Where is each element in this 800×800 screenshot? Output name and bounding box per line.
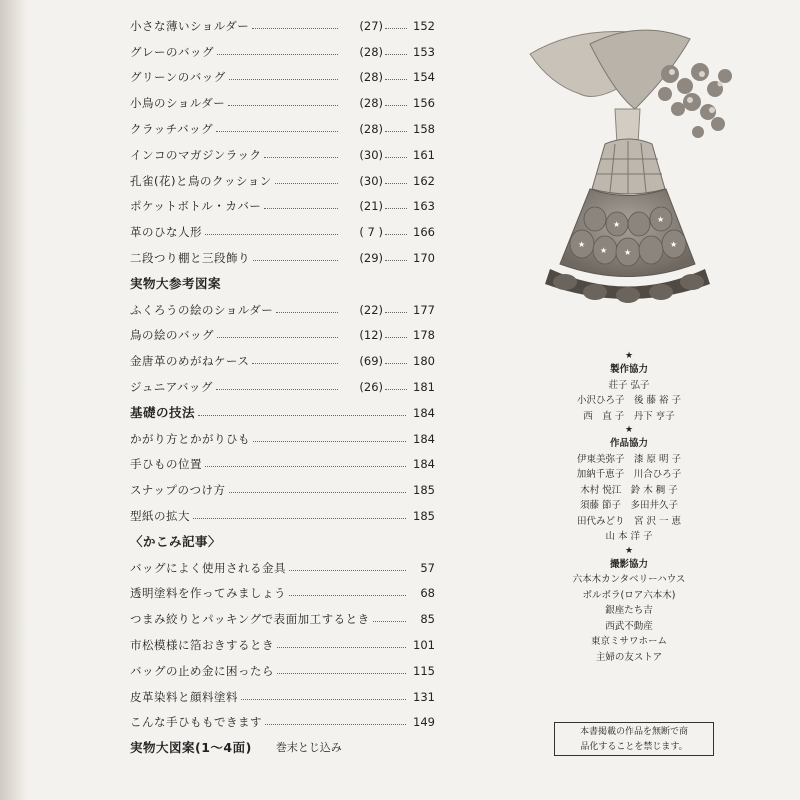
toc-row[interactable]: 革のひな人形 ( 7 ) 166 — [130, 225, 435, 240]
credit-line: 東京ミサワホーム — [590, 636, 667, 647]
toc-row[interactable]: 皮革染料と顔料塗料 131 — [130, 689, 435, 704]
credit-line: 銀座たち吉 — [605, 605, 653, 616]
svg-text:★: ★ — [578, 240, 586, 249]
flower-cluster — [658, 63, 732, 138]
credit-line: 田代みどり 宮 沢 一 恵 — [576, 515, 682, 527]
toc-row[interactable]: 金唐革のめがねケース (69) 180 — [130, 354, 435, 369]
toc-row[interactable]: 市松模様に箔おきするとき 101 — [130, 637, 435, 652]
toc-row[interactable]: クラッチバッグ (28) 158 — [130, 121, 435, 136]
toc-row[interactable]: グレーのバッグ (28) 153 — [130, 44, 435, 59]
section-heading-real-size-reference: 実物大参考図案 — [130, 275, 222, 291]
star-icon: ★ — [624, 425, 634, 435]
svg-text:★: ★ — [600, 246, 608, 255]
section-heading-column-articles: 〈かこみ記事〉 — [130, 533, 222, 549]
credit-line: 西 直 子 丹下 亨子 — [583, 410, 675, 422]
credit-title-works: 作品協力 — [609, 438, 648, 449]
svg-text:★: ★ — [657, 215, 665, 224]
svg-text:★: ★ — [613, 220, 621, 229]
leather-doll-photo — [520, 14, 750, 314]
credits-block — [548, 350, 710, 665]
credit-line: 加納千恵子 川合ひろ子 — [576, 469, 682, 480]
toc-row[interactable]: こんな手ひももできます 149 — [130, 715, 435, 730]
toc-row[interactable]: ふくろうの絵のショルダー (22) 177 — [130, 302, 435, 317]
toc-row[interactable]: ジュニアバッグ (26) 181 — [130, 379, 435, 394]
star-icon: ★ — [624, 351, 634, 361]
credit-line: 山 本 洋 子 — [605, 531, 653, 542]
credit-line: 主婦の友ストア — [595, 651, 663, 663]
toc-row[interactable]: スナップのつけ方 185 — [130, 483, 435, 498]
toc-row[interactable]: ポケットボトル・カバー (21) 163 — [130, 199, 435, 214]
toc-row[interactable]: 小さな薄いショルダー (27) 152 — [130, 18, 435, 33]
credit-line: 西武不動産 — [605, 620, 653, 632]
star-icon: ★ — [624, 545, 634, 556]
section-heading-full-size-patterns[interactable]: 実物大図案(1～4面) 巻末とじ込み — [130, 740, 342, 756]
copyright-notice: 本書掲載の作品を無断で商 品化することを禁じます。 — [554, 722, 714, 756]
toc-row[interactable]: インコのマガジンラック (30) 161 — [130, 147, 435, 162]
toc-row[interactable]: 型紙の拡大 185 — [130, 508, 435, 523]
credit-line: 小沢ひろ子 後 藤 裕 子 — [576, 395, 682, 406]
toc-row[interactable]: 小鳥のショルダー (28) 156 — [130, 96, 435, 111]
toc-row[interactable]: 透明塗料を作ってみましょう 68 — [130, 586, 435, 601]
toc-row[interactable]: かがり方とかがりひも 184 — [130, 431, 435, 446]
toc-row[interactable]: 鳥の絵のバッグ (12) 178 — [130, 328, 435, 343]
toc-row[interactable]: つまみ絞りとパッキングで表面加工するとき 85 — [130, 612, 435, 627]
credit-line: 須藤 節子 多田井久子 — [579, 500, 679, 511]
toc-row[interactable]: バッグによく使用される金具 57 — [130, 560, 435, 575]
toc-row[interactable]: バッグの止め金に困ったら 115 — [130, 663, 435, 678]
toc-row[interactable]: グリーンのバッグ (28) 154 — [130, 70, 435, 85]
credit-line: 木村 悦江 鈴 木 稠 子 — [580, 484, 678, 496]
credit-title-production: 製作協力 — [609, 364, 648, 375]
toc-row[interactable]: 二段つり棚と三段飾り (29) 170 — [130, 250, 435, 265]
credit-line: 荘子 弘子 — [608, 379, 650, 391]
credit-line: 伊東美弥子 漆 原 明 子 — [576, 453, 682, 465]
svg-text:★: ★ — [624, 248, 632, 257]
credit-line: ボルボラ(ロア六本木) — [582, 589, 676, 601]
toc-row[interactable]: 孔雀(花)と鳥のクッション (30) 162 — [130, 173, 435, 188]
page-gutter-shadow — [0, 0, 28, 800]
section-heading-basic-techniques[interactable]: 基礎の技法 184 — [130, 404, 435, 420]
toc-row[interactable]: 手ひもの位置 184 — [130, 457, 435, 472]
table-of-contents — [130, 8, 435, 756]
credit-line: 六本木カンタベリーハウス — [572, 574, 686, 585]
svg-text:★: ★ — [670, 240, 678, 249]
credit-title-photo: 撮影協力 — [609, 558, 648, 570]
